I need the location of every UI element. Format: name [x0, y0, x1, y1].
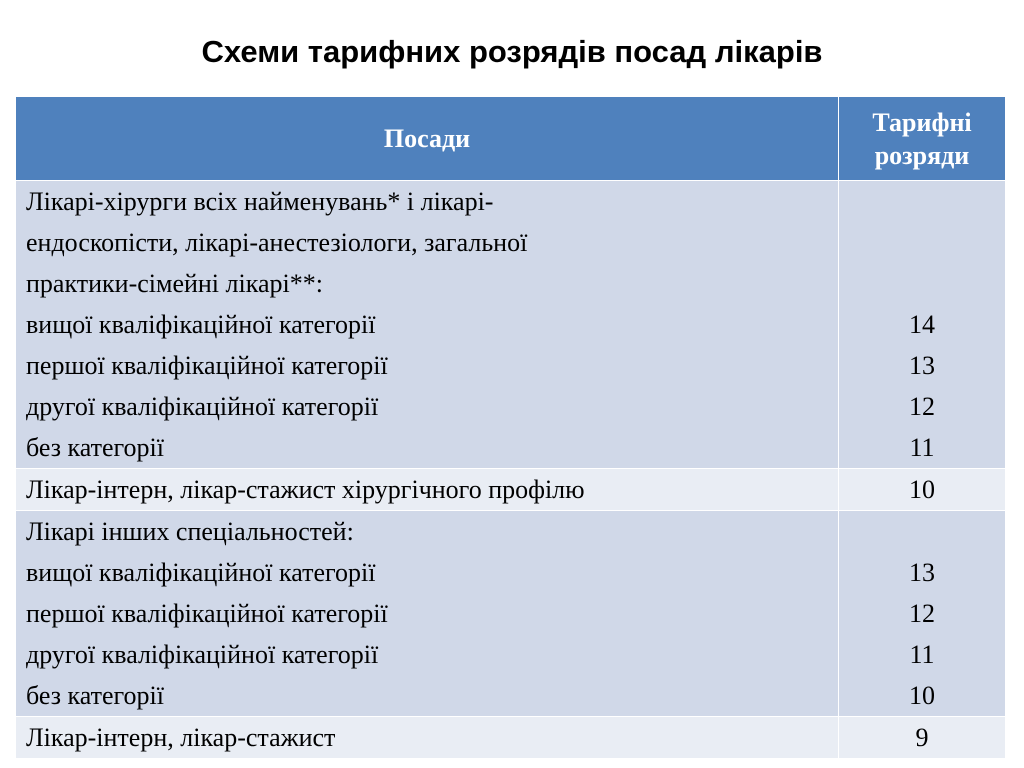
rank-value: 11 [909, 433, 935, 462]
header-positions: Посади [16, 97, 839, 181]
position-cell [16, 717, 839, 759]
rank-value: 10 [909, 681, 935, 710]
position-line: першої кваліфікаційної категорії [26, 351, 388, 380]
position-line: вищої кваліфікаційної категорії [26, 558, 376, 587]
position-line: першої кваліфікаційної категорії [26, 599, 388, 628]
table-row [16, 469, 1006, 511]
position-line: вищої кваліфікаційної категорії [26, 310, 376, 339]
header-tariff-ranks [839, 97, 1006, 181]
rank-cell [839, 511, 1006, 717]
position-cell [16, 469, 839, 511]
position-line: Лікар-інтерн, лікар-стажист [26, 723, 336, 752]
rank-value [839, 222, 1005, 263]
rank-value [839, 181, 1005, 222]
page-title: Схеми тарифних розрядів посад лікарів [201, 34, 823, 69]
position-line: без категорії [26, 681, 164, 710]
rank-value: 13 [909, 351, 935, 380]
rank-cell [839, 469, 1006, 511]
position-line: Лікарі-хірурги всіх найменувань* і лікарі- [26, 187, 494, 216]
rank-value [839, 263, 1005, 304]
position-line: без категорії [26, 433, 164, 462]
position-line: Лікар-інтерн, лікар-стажист хірургічного профілю [26, 475, 585, 504]
rank-value: 12 [909, 599, 935, 628]
rank-value: 13 [909, 558, 935, 587]
rank-cell [839, 717, 1006, 759]
table-row [16, 181, 1006, 469]
table-row [16, 717, 1006, 759]
position-line: Лікарі інших спеціальностей: [26, 517, 354, 546]
rank-value: 9 [915, 723, 929, 752]
header-rank-line2: розряди [874, 140, 970, 170]
rank-value [839, 511, 1005, 552]
rank-cell [839, 181, 1006, 469]
rank-value: 14 [909, 310, 935, 339]
table-header-row [16, 97, 1006, 181]
rank-value: 11 [909, 640, 935, 669]
position-cell [16, 181, 839, 469]
tariff-table [15, 96, 1006, 759]
position-line: практики-сімейні лікарі**: [26, 269, 323, 298]
rank-value: 10 [909, 475, 935, 504]
header-rank-line1: Тарифні [872, 107, 972, 137]
position-line: другої кваліфікаційної категорії [26, 640, 379, 669]
position-line: ендоскопісти, лікарі-анестезіологи, загальної [26, 228, 528, 257]
table-row [16, 511, 1006, 717]
rank-value: 12 [909, 392, 935, 421]
position-line: другої кваліфікаційної категорії [26, 392, 379, 421]
position-cell [16, 511, 839, 717]
